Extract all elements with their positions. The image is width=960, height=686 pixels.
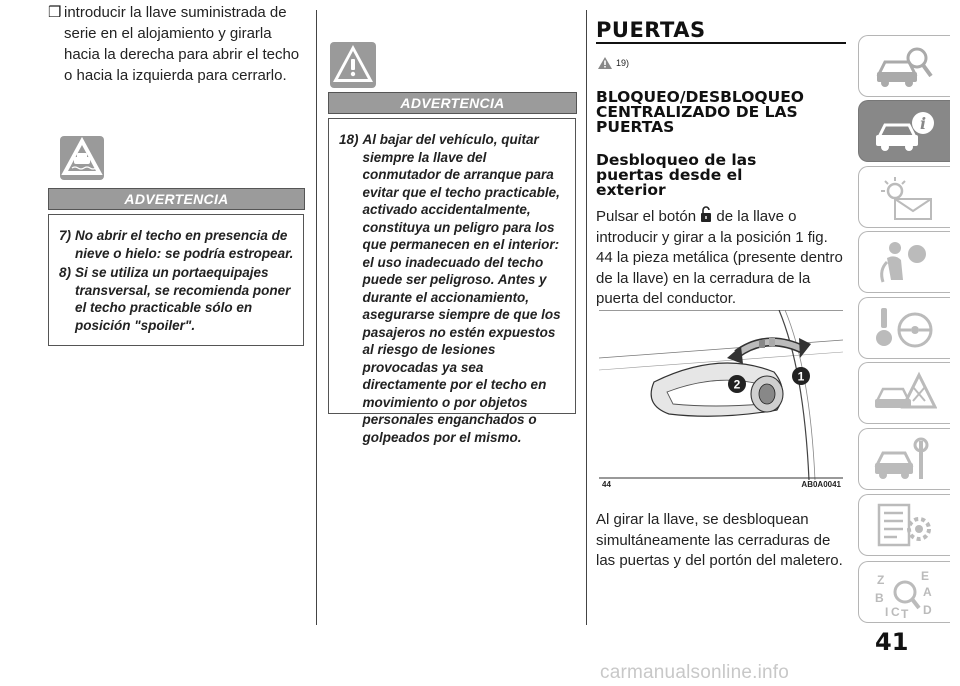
index-letter-c: C (891, 605, 900, 619)
figure-number: 44 (602, 480, 611, 489)
index-letter-b: B (875, 591, 884, 605)
section-rule (596, 42, 846, 44)
figure-door-lock (599, 310, 843, 490)
warning-box-1 (48, 214, 304, 346)
index-letter-d: D (923, 603, 932, 617)
index-letters-icon (873, 570, 937, 620)
unlock-padlock-icon (700, 206, 712, 223)
road-warning-icon (873, 371, 937, 417)
warning-ref-number: 19) (616, 58, 630, 68)
figure-code: AB0A0041 (801, 480, 841, 489)
paragraph-result: Al girar la llave, se desbloquean simultáneamente las cerraduras de las puertas y del portón del maletero. (596, 511, 843, 569)
tab-safety[interactable] (858, 231, 950, 293)
subsubsection-title: Desbloqueo de las puertas desde el exterior (596, 151, 757, 199)
car-service-icon (873, 437, 937, 483)
tab-knowing-the-car-active[interactable] (858, 100, 950, 162)
svg-text:i: i (919, 114, 927, 133)
tab-warning-lights[interactable] (858, 166, 950, 228)
warning-item-7: 7) No abrir el techo en presencia de nieve o hielo: se podría estropear. (59, 228, 294, 261)
exclamation-triangle-icon (330, 42, 376, 88)
warning-lights-icon (873, 175, 937, 221)
checkbox-bullet-icon: ❒ (48, 4, 62, 21)
warning-reference (597, 56, 629, 70)
tab-starting-driving[interactable] (858, 297, 950, 359)
key-steering-icon (873, 306, 937, 352)
warning-ref-icon (597, 56, 613, 70)
tab-emergency[interactable] (858, 362, 950, 424)
bullet-paragraph (48, 2, 306, 86)
warning-box-2 (328, 118, 576, 445)
index-letter-a: A (923, 585, 932, 599)
warning-heading-1: ADVERTENCIA (48, 188, 305, 210)
watermark: carmanualsonline.info (600, 662, 790, 683)
index-letter-z: Z (877, 573, 885, 587)
tab-technical-data[interactable] (858, 494, 950, 556)
warning-item-18: 18) Al bajar del vehículo, quitar siempre la llave del conmutador de arranque para evitar que el techo practicable, activado accidentalmente, constituya un peligro para los que permanecen en el interior: el uso inadecuado del techo puede ser peligroso. Antes y durante el accionamiento, asegurarse siempre de que los pasajeros no estén expuestos al riesgo de lesiones provocadas ya sea directamente por el techo en movimiento o por objetos personales enganchados o golpeados por el mismo. (339, 132, 561, 445)
car-info-icon (873, 109, 937, 155)
paragraph-unlock: Pulsar el botón de la llave o introducir y girar a la posición 1 fig. 44 la pieza metálica (presente dentro de la llave) en la cerradura de la puerta del conductor. (596, 208, 843, 307)
column-divider-1 (316, 10, 317, 625)
section-title: PUERTAS (596, 18, 706, 42)
callout-2: 2 (733, 377, 741, 392)
specs-gear-icon (873, 503, 937, 549)
airbag-passenger-icon (873, 240, 937, 286)
warning-heading-2: ADVERTENCIA (328, 92, 577, 114)
index-letter-t: T (901, 607, 909, 620)
car-search-icon (873, 44, 937, 90)
callout-1: 1 (797, 369, 805, 384)
page-number: 41 (875, 628, 909, 656)
tab-know-your-car[interactable] (858, 35, 950, 97)
subsection-title: BLOQUEO/DESBLOQUEO CENTRALIZADO DE LAS PUERTAS (596, 88, 804, 136)
index-letter-e: E (921, 570, 930, 583)
column-divider-2 (586, 10, 587, 625)
bullet-text: introducir la llave suministrada de serie en el alojamiento y girarla hacia la derecha para abrir el techo o hacia la izquierda para cerrarlo. (64, 4, 300, 84)
index-letter-i: I (885, 605, 889, 619)
car-skid-icon (60, 136, 104, 180)
tab-maintenance[interactable] (858, 428, 950, 490)
warning-item-8: 8) Si se utiliza un portaequipajes transversal, se recomienda poner el techo practicable sólo en posición "spoiler". (59, 265, 291, 333)
tab-index[interactable] (858, 561, 950, 623)
